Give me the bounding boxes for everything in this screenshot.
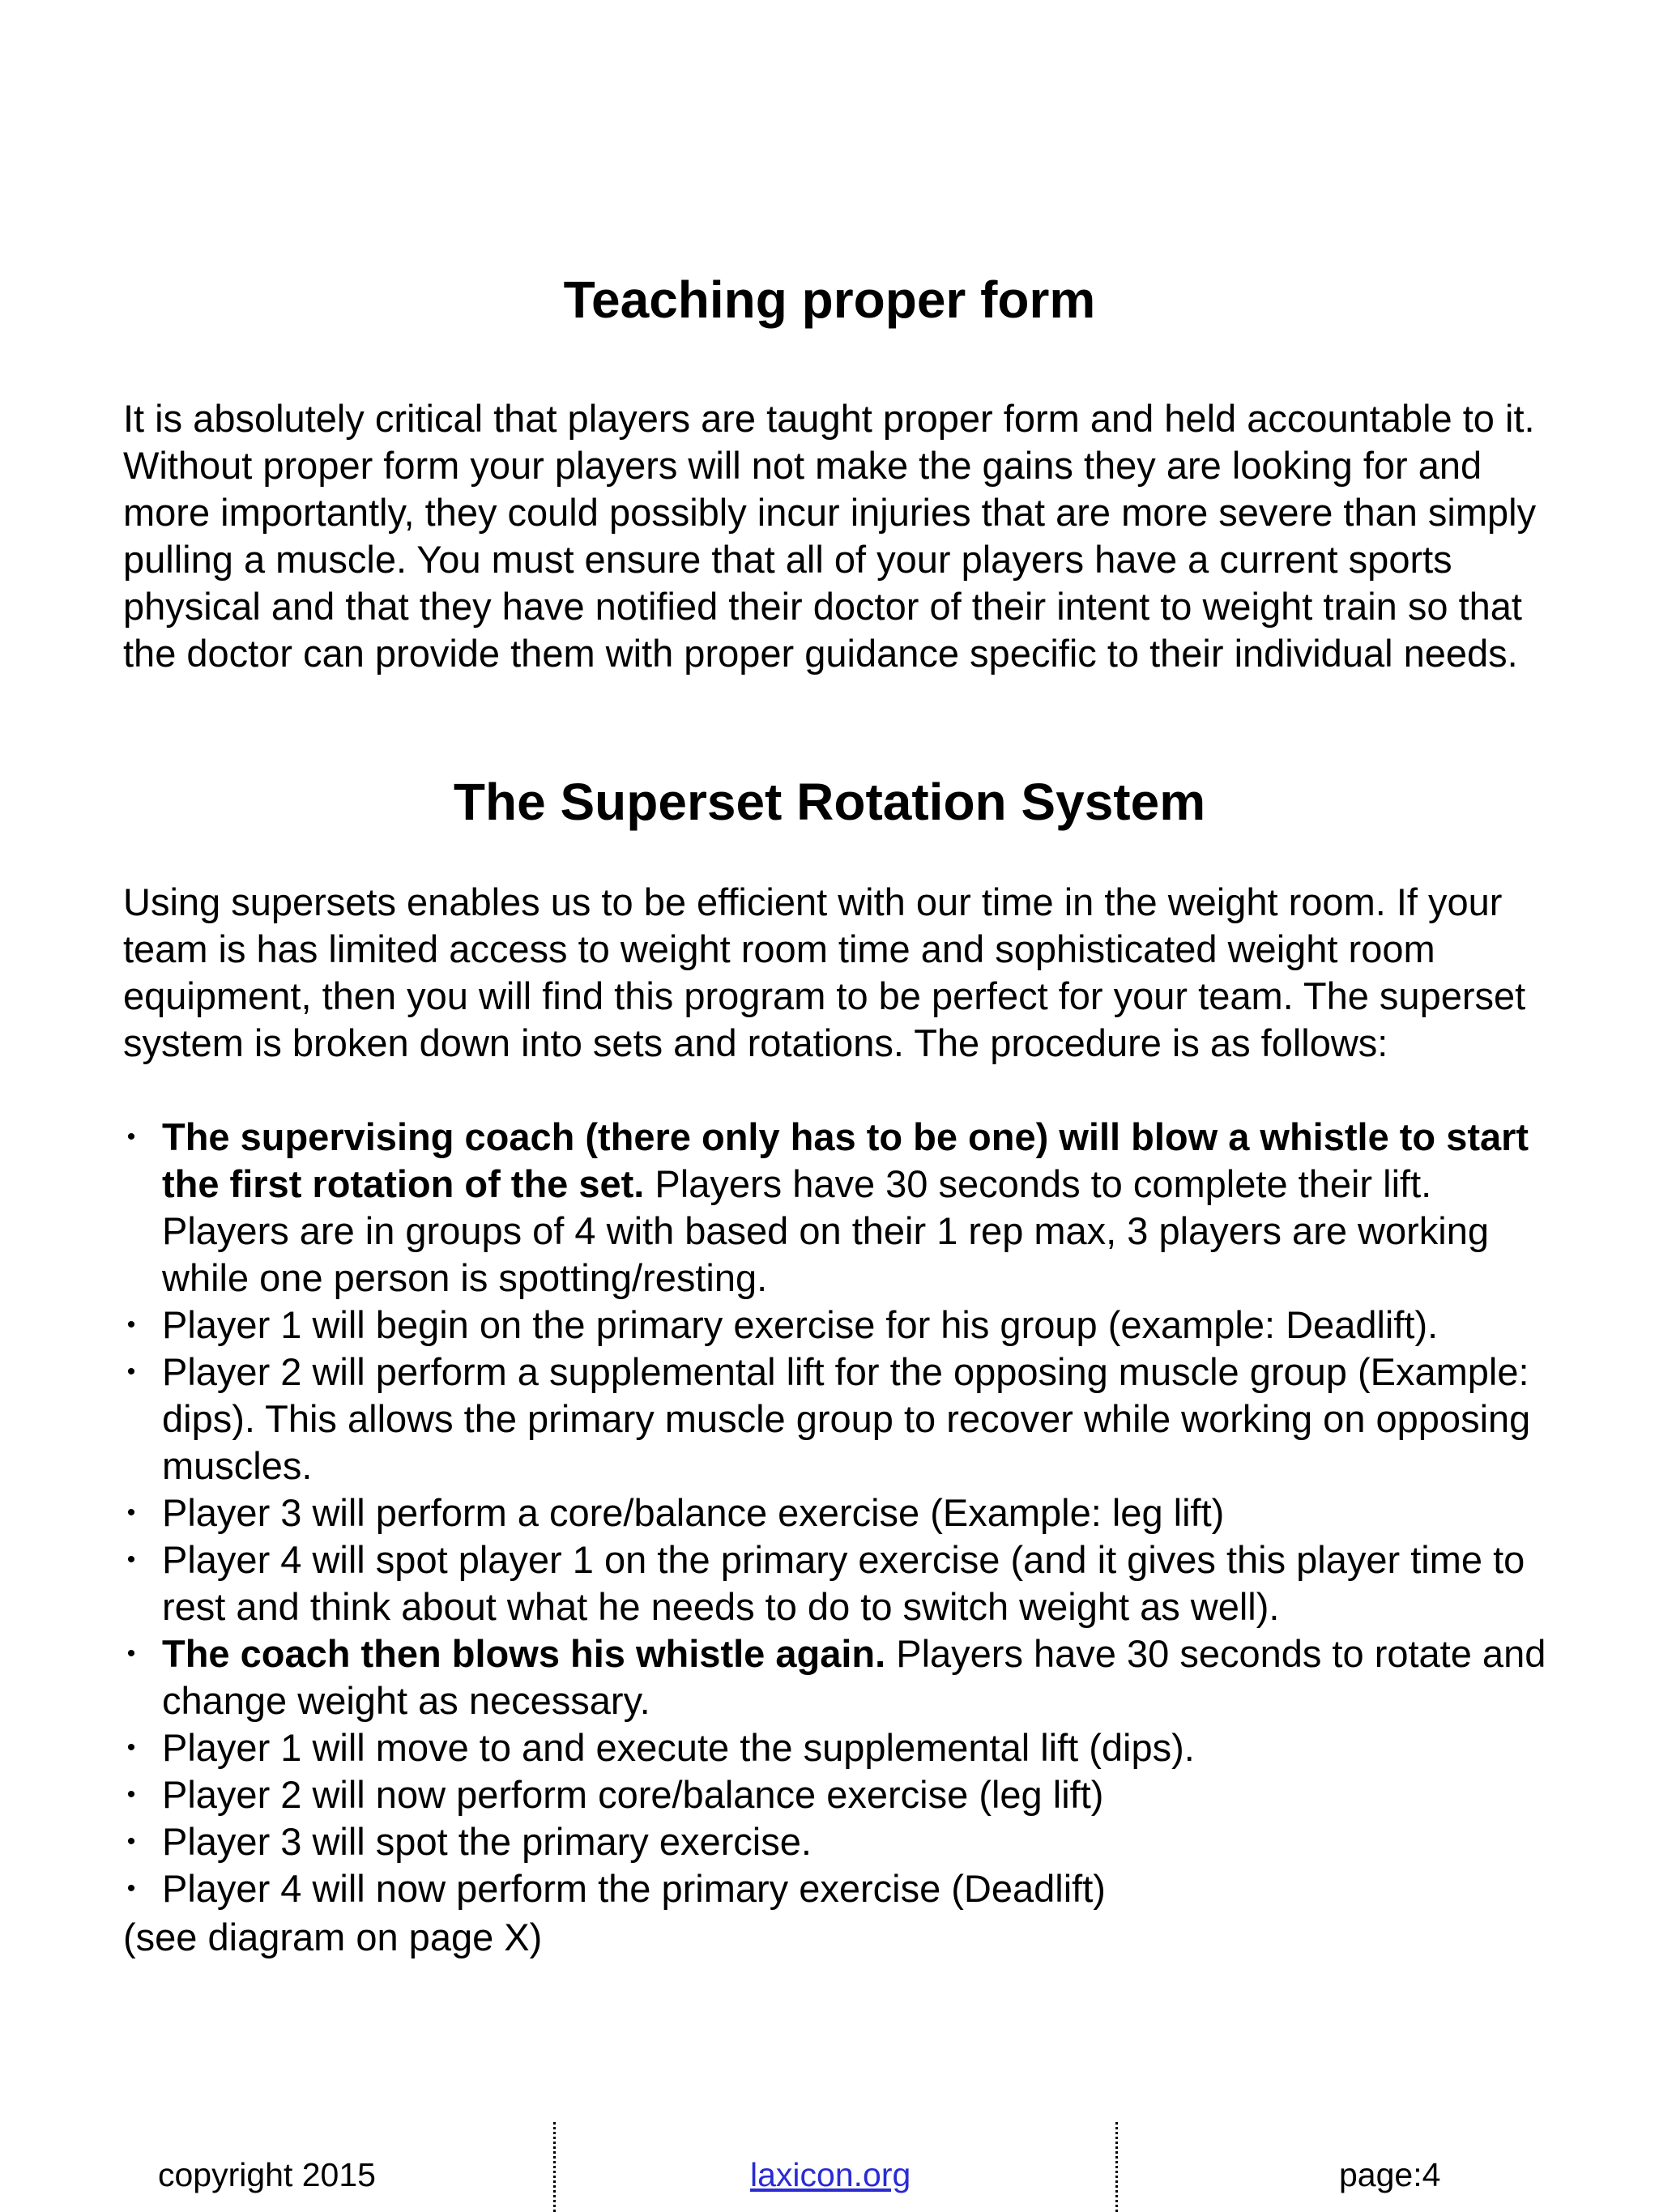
list-item-bold: The supervising coach (there only has to be one) will blow a whistle to start the first rotation of the set.: [162, 1115, 1529, 1205]
list-item-text: Player 2 will now perform core/balance exercise (leg lift): [162, 1773, 1104, 1816]
section-heading-superset: The Superset Rotation System: [453, 773, 1206, 831]
bullet-icon: •: [126, 1499, 136, 1526]
bullet-icon: •: [126, 1781, 136, 1808]
list-item: [123, 1490, 1549, 1536]
procedure-list: [123, 1114, 1549, 1912]
bullet-icon: •: [126, 1828, 136, 1855]
list-item: [123, 1302, 1549, 1349]
list-item: [123, 1114, 1549, 1302]
page-footer: [0, 2116, 1659, 2212]
list-item-bold: The coach then blows his whistle again.: [162, 1632, 886, 1675]
paragraph-superset-intro: Using supersets enables us to be efficient with our time in the weight room. If your team is has limited access to weight room time and sophisticated weight room equipment, then you will find this program to be perfect for your team. The superset system is broken down into sets and rotations. The procedure is as follows:: [123, 880, 1526, 1064]
list-item: [123, 1818, 1549, 1865]
diagram-reference-note: (see diagram on page X): [123, 1916, 543, 1958]
footer-divider: [553, 2122, 556, 2212]
list-item: [123, 1536, 1549, 1630]
list-item-text: Players have 30 seconds to complete their lift. Players are in groups of 4 with based on their 1 rep max, 3 players are working while one person is spotting/resting.: [162, 1162, 1490, 1299]
bullet-icon: •: [126, 1358, 136, 1385]
list-item: [123, 1630, 1549, 1724]
list-item-text: Player 1 will begin on the primary exercise for his group (example: Deadlift).: [162, 1303, 1439, 1346]
footer-copyright: copyright 2015: [158, 2156, 376, 2193]
bullet-icon: •: [126, 1546, 136, 1573]
bullet-icon: •: [126, 1123, 136, 1150]
bullet-icon: •: [126, 1734, 136, 1761]
list-item: [123, 1865, 1549, 1912]
bullet-icon: •: [126, 1640, 136, 1667]
footer-page-number: page:4: [1339, 2156, 1441, 2193]
list-item: [123, 1349, 1549, 1490]
list-item-text: Player 4 will now perform the primary exercise (Deadlift): [162, 1867, 1106, 1910]
list-item-text: Player 4 will spot player 1 on the primary exercise (and it gives this player time to rest and think about what he needs to do to switch weight as well).: [162, 1538, 1525, 1628]
list-item-text: Player 3 will perform a core/balance exercise (Example: leg lift): [162, 1491, 1225, 1534]
list-item: [123, 1771, 1549, 1818]
list-item-text: Players have 30 seconds to rotate and change weight as necessary.: [162, 1632, 1546, 1722]
section-heading-teaching-form: Teaching proper form: [563, 271, 1096, 329]
list-item-text: Player 3 will spot the primary exercise.: [162, 1820, 812, 1863]
list-item-text: Player 1 will move to and execute the supplemental lift (dips).: [162, 1726, 1195, 1769]
footer-divider: [1115, 2122, 1118, 2212]
list-item: [123, 1724, 1549, 1771]
bullet-icon: •: [126, 1311, 136, 1338]
list-item-text: Player 2 will perform a supplemental lift for the opposing muscle group (Example: dips). This allows the primary muscle group to recover while working on opposing muscles.: [162, 1350, 1531, 1487]
paragraph-teaching-form: It is absolutely critical that players are taught proper form and held accountable to it. Without proper form your players will not make the gains they are looking for and more importantly, they could possibly incur injuries that are more severe than simply pulling a muscle. You must ensure that all of your players have a current sports physical and that they have notified their doctor of their intent to weight train so that the doctor can provide them with proper guidance specific to their individual needs.: [123, 397, 1537, 675]
footer-site-link[interactable]: laxicon.org: [750, 2156, 911, 2193]
bullet-icon: •: [126, 1875, 136, 1902]
